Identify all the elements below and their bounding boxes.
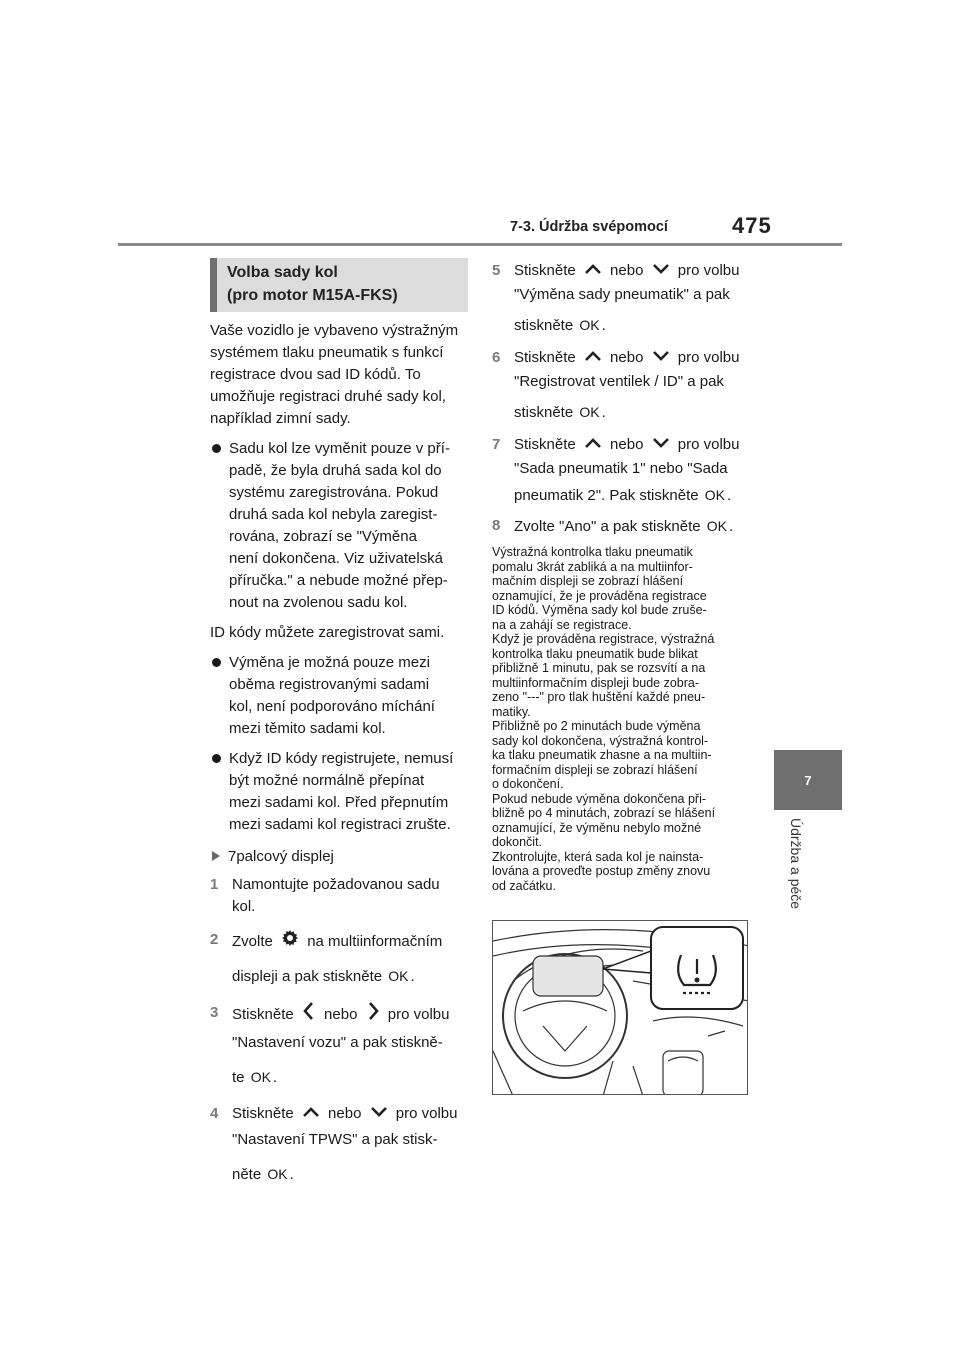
step-text: "Nastavení vozu" a pak stiskně- [232, 1034, 443, 1051]
step-number: 2 [210, 931, 219, 948]
note-line: o dokončení. [492, 777, 564, 792]
bullet-line: oběma registrovanými sadami [229, 676, 430, 693]
step-number: 1 [210, 876, 219, 893]
note-line: zeno "---" pro tlak huštění každé pneu- [492, 690, 706, 705]
step-text: pro volbu [395, 1105, 458, 1122]
notes-block [492, 545, 754, 893]
left-column [210, 320, 468, 1187]
chevron-up-icon [301, 1102, 321, 1126]
step-text: . [289, 1166, 294, 1184]
bullet-line: rována, zobrazí se "Výměna [229, 528, 417, 545]
chevron-up-icon [583, 346, 603, 370]
step-text: Stiskněte [514, 349, 576, 367]
step-text: pro volbu [677, 262, 740, 279]
step-text: te [232, 1069, 245, 1086]
id-note: ID kódy můžete zaregistrovat sami. [210, 624, 445, 641]
step-text: Stiskněte [232, 1005, 294, 1023]
note-line: Když je prováděna registrace, výstražná [492, 632, 715, 647]
step-text: displeji a pak stiskněte [232, 968, 383, 985]
step-1 [210, 874, 468, 918]
bullet-line: Když ID kódy registrujete, nemusí [229, 750, 454, 767]
chevron-up-icon [583, 259, 603, 283]
bullet-item [210, 652, 468, 740]
intro-line: Vaše vozidlo je vybaveno výstražným [210, 322, 459, 339]
chevron-down-icon [651, 259, 671, 283]
step-text: . [272, 1069, 278, 1086]
note-line: mačním displeji se zobrazí hlášení [492, 574, 684, 589]
step-text: stiskněte [514, 317, 574, 335]
chevron-down-icon [369, 1102, 389, 1126]
step-line: Namontujte požadovanou sadu [232, 876, 440, 893]
note-line: sady kol dokončena, výstražná kontrol- [492, 733, 709, 748]
step-text: "Nastavení TPWS" a pak stisk- [232, 1131, 438, 1149]
header-rule [118, 243, 842, 246]
step-text: nebo [328, 1105, 362, 1122]
step-text: nebo [610, 436, 644, 454]
step-text: "Registrovat ventilek / ID" a pak [514, 373, 724, 391]
chapter-tab: 7 [774, 750, 842, 810]
step-number: 4 [210, 1105, 219, 1122]
chevron-left-icon [301, 1001, 317, 1029]
intro-line: například zimní sady. [210, 410, 351, 427]
intro-paragraph [210, 320, 468, 430]
chevron-down-icon [651, 346, 671, 370]
note-line: oznamující, že výměnu nebylo možné [492, 820, 702, 835]
note-line: formačním displeji se zobrazí hlášení [492, 762, 698, 777]
note-line: Zkontrolujte, která sada kol je nainsta- [492, 849, 704, 864]
step-8 [492, 514, 754, 539]
note-paragraph [492, 792, 754, 850]
note-line: od začátku. [492, 878, 556, 893]
note-line: na a zahájí se registrace. [492, 617, 632, 632]
step-text: nebo [610, 262, 644, 279]
bullet-line: systému zaregistrována. Pokud [229, 484, 439, 501]
step-number: 6 [492, 349, 501, 367]
right-column [492, 259, 754, 893]
step-text: Zvolte "Ano" a pak stiskněte [514, 518, 701, 536]
ok-button-glyph: OK [388, 968, 409, 984]
header-section-title: 7-3. Údržba svépomocí [510, 219, 668, 235]
bullet-line: být možné normálně přepínat [229, 772, 425, 789]
bullet-line: padě, že byla druhá sada kol do [229, 462, 442, 479]
ok-button-glyph: OK [706, 518, 727, 535]
dashboard-illustration [492, 920, 748, 1095]
step-number: 5 [492, 262, 501, 279]
note-line: přibližně 1 minutu, pak se rozsvítí a na [492, 661, 706, 676]
step-6 [492, 346, 754, 425]
note-line: lována a proveďte postup změny znovu [492, 864, 711, 879]
step-number: 7 [492, 436, 501, 454]
page-number: 475 [732, 213, 772, 238]
chevron-right-icon [365, 1001, 381, 1029]
section-title-line2: (pro motor M15A-FKS) [227, 287, 398, 304]
intro-line: systémem tlaku pneumatik s funkcí [210, 344, 444, 361]
chevron-up-icon [583, 433, 603, 457]
step-text: Stiskněte [514, 262, 576, 279]
ok-button-glyph: OK [704, 487, 725, 504]
note-line: bližně po 4 minutách, zobrazí se hlášení [492, 806, 716, 821]
step-text: nebo [610, 349, 644, 367]
step-text: . [410, 968, 415, 985]
note-line: dokončit. [492, 835, 543, 850]
step-text: pro volbu [387, 1005, 450, 1023]
step-text: "Sada pneumatik 1" nebo "Sada [514, 460, 728, 478]
step-7 [492, 433, 754, 508]
bullet-line: druhá sada kol nebyla zaregist- [229, 506, 438, 523]
note-line: oznamující, že je prováděna registrace [492, 588, 707, 603]
step-text: . [727, 487, 732, 505]
step-text: pro volbu [677, 349, 740, 367]
step-3 [210, 1001, 468, 1090]
step-text: pneumatik 2". Pak stiskněte [514, 487, 699, 505]
step-text: pro volbu [677, 436, 740, 454]
step-number: 8 [492, 517, 501, 535]
note-line: matiky. [492, 704, 531, 719]
bullet-line: příručka." a nebude možné přep- [229, 572, 448, 589]
intro-line: umožňuje registraci druhé sady kol, [210, 388, 446, 405]
note-line: Výstražná kontrolka tlaku pneumatik [492, 545, 693, 560]
note-line: ka tlaku pneumatik zhasne a na multiin- [492, 748, 712, 763]
note-line: Pokud nebude výměna dokončena při- [492, 791, 707, 806]
note-line: ID kódů. Výměna sady kol bude zruše- [492, 603, 707, 618]
step-number: 3 [210, 1004, 219, 1021]
intro-line: registrace dvou sad ID kódů. To [210, 366, 421, 383]
step-text: "Výměna sady pneumatik" a pak [514, 286, 730, 304]
note-paragraph [492, 545, 754, 632]
note-line: Přibližně po 2 minutách bude výměna [492, 719, 701, 734]
step-text: nebo [324, 1005, 358, 1023]
note-paragraph [492, 850, 754, 894]
step-text: . [728, 518, 734, 536]
ok-button-glyph: OK [579, 404, 600, 421]
bullet-item [210, 748, 468, 836]
bullet-line: Sadu kol lze vyměnit pouze v pří- [229, 440, 450, 457]
note-paragraph [492, 719, 754, 792]
step-text: . [601, 317, 606, 335]
bullet-line: mezi sadami kol registraci zrušte. [229, 816, 451, 833]
section-title-line1: Volba sady kol [227, 264, 338, 281]
bullet-item [210, 438, 468, 614]
display-variant-label: 7palcový displej [210, 846, 468, 868]
step-line: kol. [232, 898, 256, 915]
bullet-line: Výměna je možná pouze mezi [229, 654, 430, 671]
chapter-side-title-wrap [780, 818, 810, 938]
step-text: Stiskněte [232, 1105, 294, 1122]
note-line: multiinformačním displeji bude zobra- [492, 675, 700, 690]
bullet-line: nout na zvolenou sadu kol. [229, 594, 408, 611]
step-text: něte [232, 1166, 262, 1184]
step-5 [492, 259, 754, 338]
note-paragraph [492, 632, 754, 719]
step-2 [210, 928, 468, 989]
chapter-side-title: Údržba a péče [788, 818, 804, 910]
step-text: na multiinformačním [307, 932, 443, 950]
step-4 [210, 1102, 468, 1187]
step-text: . [601, 404, 606, 422]
ok-button-glyph: OK [250, 1069, 271, 1085]
section-title-box [210, 258, 468, 312]
bullet-line: mezi sadami kol. Před přepnutím [229, 794, 449, 811]
note-line: kontrolka tlaku pneumatik bude blikat [492, 646, 698, 661]
step-text: stiskněte [514, 404, 574, 422]
gear-icon [280, 928, 300, 956]
ok-button-glyph: OK [267, 1166, 288, 1183]
bullet-line: není dokončena. Viz uživatelská [229, 550, 444, 567]
dashboard-drawing [493, 921, 748, 1095]
chevron-down-icon [651, 433, 671, 457]
step-text: Zvolte [232, 932, 273, 950]
bullet-line: mezi těmito sadami kol. [229, 720, 386, 737]
note-line: pomalu 3krát zabliká a na multiinfor- [492, 559, 693, 574]
ok-button-glyph: OK [579, 317, 600, 334]
step-text: Stiskněte [514, 436, 576, 454]
bullet-line: kol, není podporováno míchání [229, 698, 435, 715]
